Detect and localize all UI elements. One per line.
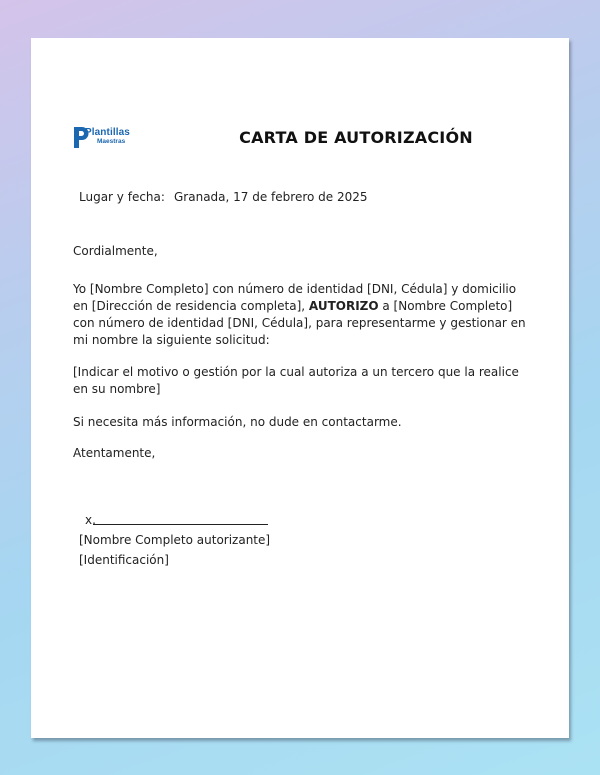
letter-page (31, 38, 569, 738)
closing-text: Atentamente, (73, 446, 156, 460)
signer-id: [Identificación] (79, 553, 169, 567)
place-date-label: Lugar y fecha: (79, 190, 165, 204)
body-text-part2: a [Nombre Completo] con número de identidad [DNI, Cédula], para representarme y gestionar en mi nombre la siguiente solicitud: (73, 299, 526, 347)
greeting: Cordialmente, (73, 244, 158, 258)
signer-name: [Nombre Completo autorizante] (79, 533, 271, 547)
signature-mark: x. (85, 513, 96, 527)
signature-line (93, 524, 268, 525)
logo-word-maestras: Maestras (97, 138, 126, 145)
logo-word-plantillas: Plantillas (85, 127, 130, 138)
reason-paragraph: [Indicar el motivo o gestión por la cual autoriza a un tercero que la realice en su nombre] (73, 365, 519, 396)
letter-title: CARTA DE AUTORIZACIÓN (239, 128, 473, 147)
body-paragraph (73, 281, 528, 349)
body-text-part1: Yo [Nombre Completo] con número de identidad [DNI, Cédula] y domicilio en [Dirección de residencia completa], (73, 282, 517, 313)
body-text-authorize: AUTORIZO (308, 299, 379, 313)
more-info-text: Si necesita más información, no dude en contactarme. (73, 415, 402, 429)
place-date-value: Granada, 17 de febrero de 2025 (174, 190, 368, 204)
